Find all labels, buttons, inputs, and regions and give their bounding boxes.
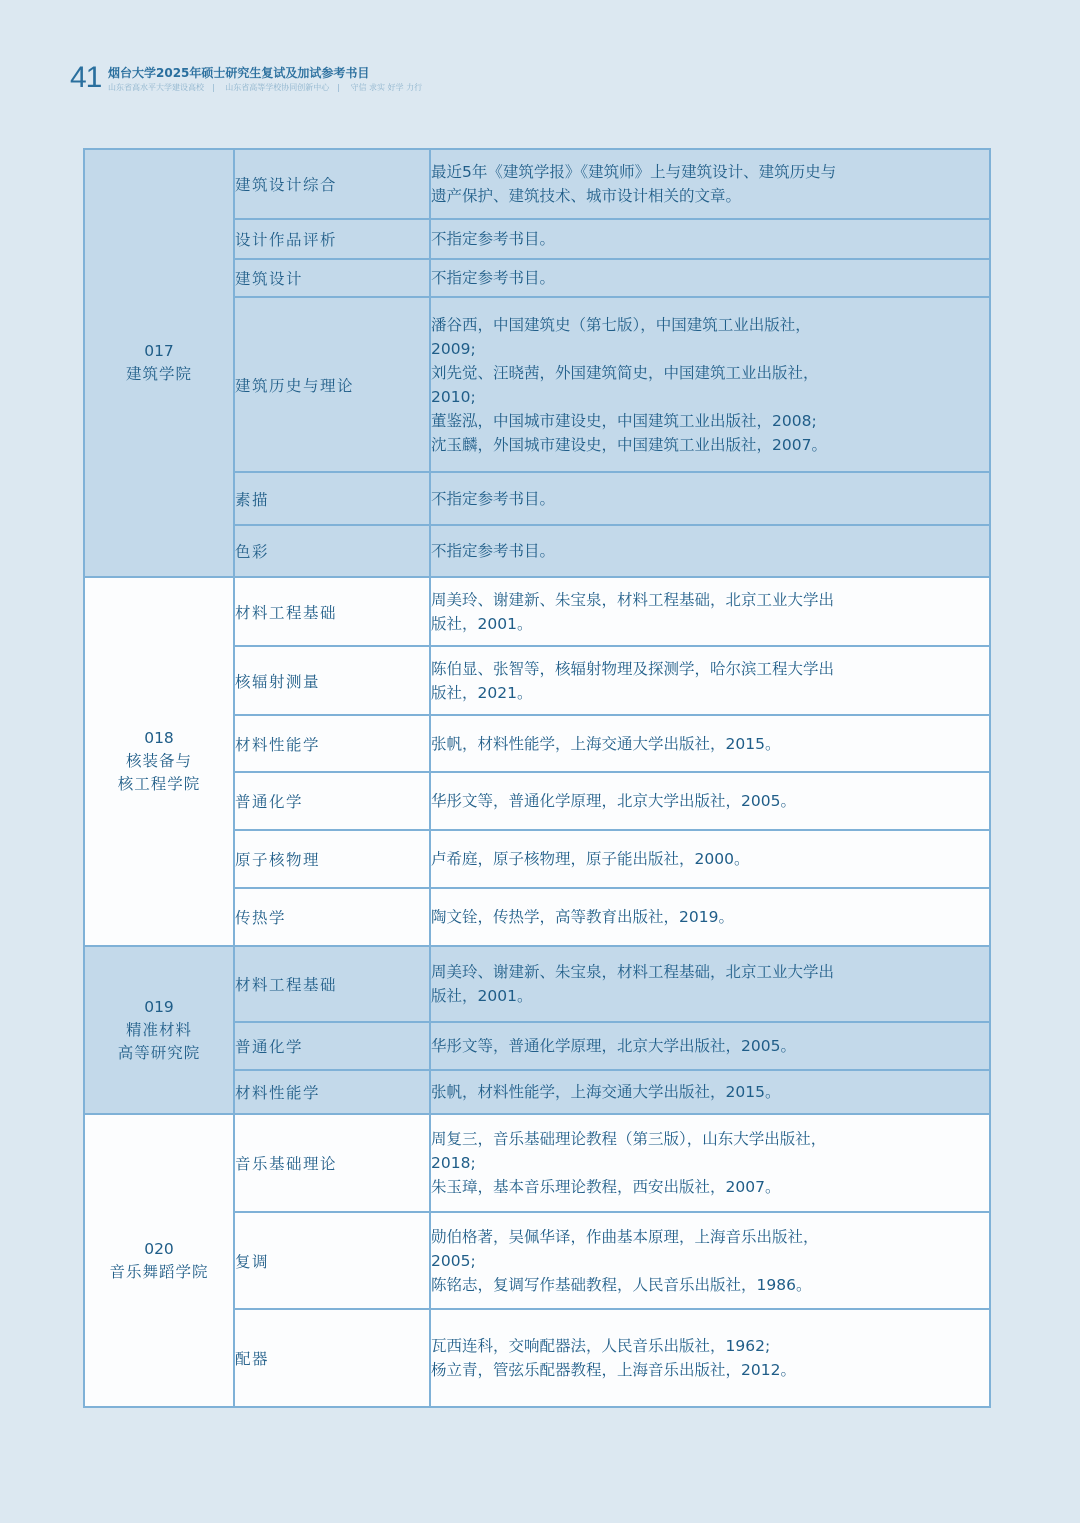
reference-cell: [430, 577, 990, 646]
subject-cell: 普通化学: [234, 772, 430, 830]
reference-cell: [430, 946, 990, 1022]
tagline-1: 山东省高水平大学建设高校: [108, 83, 204, 92]
subject-cell: 色彩: [234, 525, 430, 577]
subject-cell: 建筑设计综合: [234, 149, 430, 219]
reference-line: 不指定参考书目。: [431, 269, 556, 287]
reference-cell: [430, 525, 990, 577]
table-row: [84, 946, 990, 1022]
reference-cell: [430, 1309, 990, 1407]
reference-line: 陈伯显、张智等，核辐射物理及探测学，哈尔滨工程大学出: [431, 659, 835, 678]
subject-cell: 原子核物理: [234, 830, 430, 888]
subject-cell: 建筑历史与理论: [234, 297, 430, 472]
reference-line: 张帆，材料性能学，上海交通大学出版社，2015。: [431, 1083, 781, 1101]
page-number: 41: [70, 61, 102, 94]
school-name: 精准材料: [125, 1020, 192, 1039]
reference-cell: [430, 888, 990, 946]
subject-cell: 材料性能学: [234, 715, 430, 772]
table-row: [84, 1114, 990, 1212]
reference-line: 周美玲、谢建新、朱宝泉，材料工程基础，北京工业大学出: [431, 590, 835, 609]
reference-line: 陈铭志，复调写作基础教程，人民音乐出版社，1986。: [431, 1275, 812, 1294]
subject-cell: 建筑设计: [234, 259, 430, 297]
school-code: 018: [144, 729, 174, 747]
reference-cell: [430, 472, 990, 525]
tagline-2: 山东省高等学校协同创新中心: [225, 83, 330, 92]
reference-line: 华彤文等，普通化学原理，北京大学出版社，2005。: [431, 792, 796, 810]
reference-cell: [430, 715, 990, 772]
school-name: 核工程学院: [117, 775, 201, 793]
reference-line: 最近5年《建筑学报》《建筑师》上与建筑设计、建筑历史与: [431, 163, 837, 181]
reference-line: 版社，2021。: [431, 683, 533, 702]
subject-cell: 设计作品评析: [234, 219, 430, 259]
reference-line: 勋伯格著，吴佩华译，作曲基本原理，上海音乐出版社，: [431, 1227, 819, 1246]
reference-book-table: [83, 148, 991, 1408]
document-title: 烟台大学2025年硕士研究生复试及加试参考书目: [108, 66, 370, 80]
reference-cell: [430, 219, 990, 259]
school-name: 音乐舞蹈学院: [109, 1262, 209, 1281]
reference-line: 不指定参考书目。: [431, 230, 556, 248]
school-cell: [84, 1114, 234, 1407]
reference-cell: [430, 1212, 990, 1309]
reference-cell: [430, 830, 990, 888]
reference-line: 2010;: [431, 387, 476, 406]
reference-line: 2018;: [431, 1154, 476, 1172]
school-cell: [84, 149, 234, 577]
reference-cell: [430, 1022, 990, 1070]
school-code: 020: [144, 1239, 174, 1258]
reference-line: 卢希庭，原子核物理，原子能出版社，2000。: [431, 850, 750, 868]
school-code: 019: [144, 997, 174, 1016]
subject-cell: 材料工程基础: [234, 946, 430, 1022]
reference-line: 2009;: [431, 339, 476, 358]
subject-cell: 配器: [234, 1309, 430, 1407]
subject-cell: 传热学: [234, 888, 430, 946]
reference-line: 遗产保护、建筑技术、城市设计相关的文章。: [431, 187, 742, 205]
tagline-3: 守信 求实 好学 力行: [350, 83, 423, 92]
reference-line: 2005;: [431, 1251, 476, 1270]
reference-line: 不指定参考书目。: [431, 489, 556, 508]
reference-cell: [430, 149, 990, 219]
school-code: 017: [144, 342, 174, 360]
reference-line: 周复三，音乐基础理论教程（第三版），山东大学出版社，: [431, 1130, 827, 1148]
reference-line: 版社，2001。: [431, 987, 533, 1005]
school-name: 建筑学院: [125, 365, 192, 383]
school-name: 核装备与: [125, 752, 192, 770]
reference-cell: [430, 1114, 990, 1212]
reference-line: 刘先觉、汪晓茜，外国建筑简史，中国建筑工业出版社，: [431, 363, 819, 382]
subject-cell: 材料工程基础: [234, 577, 430, 646]
reference-line: 瓦西连科，交响配器法，人民音乐出版社，1962;: [431, 1337, 771, 1355]
subject-cell: 材料性能学: [234, 1070, 430, 1114]
reference-cell: [430, 259, 990, 297]
subject-cell: 音乐基础理论: [234, 1114, 430, 1212]
table-row: [84, 149, 990, 219]
subject-cell: 普通化学: [234, 1022, 430, 1070]
header-tagline: 山东省高水平大学建设高校 | 山东省高等学校协同创新中心 | 守信 求实 好学 力行: [108, 83, 423, 92]
reference-cell: [430, 772, 990, 830]
reference-cell: [430, 1070, 990, 1114]
reference-line: 张帆，材料性能学，上海交通大学出版社，2015。: [431, 734, 781, 753]
reference-line: 不指定参考书目。: [431, 542, 556, 560]
reference-line: 周美玲、谢建新、朱宝泉，材料工程基础，北京工业大学出: [431, 963, 835, 981]
reference-cell: [430, 646, 990, 715]
table-row: [84, 577, 990, 646]
reference-line: 朱玉璋，基本音乐理论教程，西安出版社，2007。: [431, 1178, 781, 1196]
school-name: 高等研究院: [117, 1043, 201, 1062]
subject-cell: 素描: [234, 472, 430, 525]
subject-cell: 核辐射测量: [234, 646, 430, 715]
reference-line: 华彤文等，普通化学原理，北京大学出版社，2005。: [431, 1037, 796, 1055]
reference-cell: [430, 297, 990, 472]
reference-line: 陶文铨，传热学，高等教育出版社，2019。: [431, 908, 734, 926]
school-cell: [84, 946, 234, 1114]
reference-line: 版社，2001。: [431, 614, 533, 633]
reference-line: 杨立青，管弦乐配器教程，上海音乐出版社，2012。: [431, 1361, 796, 1379]
subject-cell: 复调: [234, 1212, 430, 1309]
reference-line: 董鉴泓，中国城市建设史，中国建筑工业出版社，2008;: [431, 411, 817, 430]
reference-line: 潘谷西，中国建筑史（第七版），中国建筑工业出版社，: [431, 315, 811, 334]
school-cell: [84, 577, 234, 946]
reference-line: 沈玉麟，外国城市建设史，中国建筑工业出版社，2007。: [431, 435, 827, 454]
